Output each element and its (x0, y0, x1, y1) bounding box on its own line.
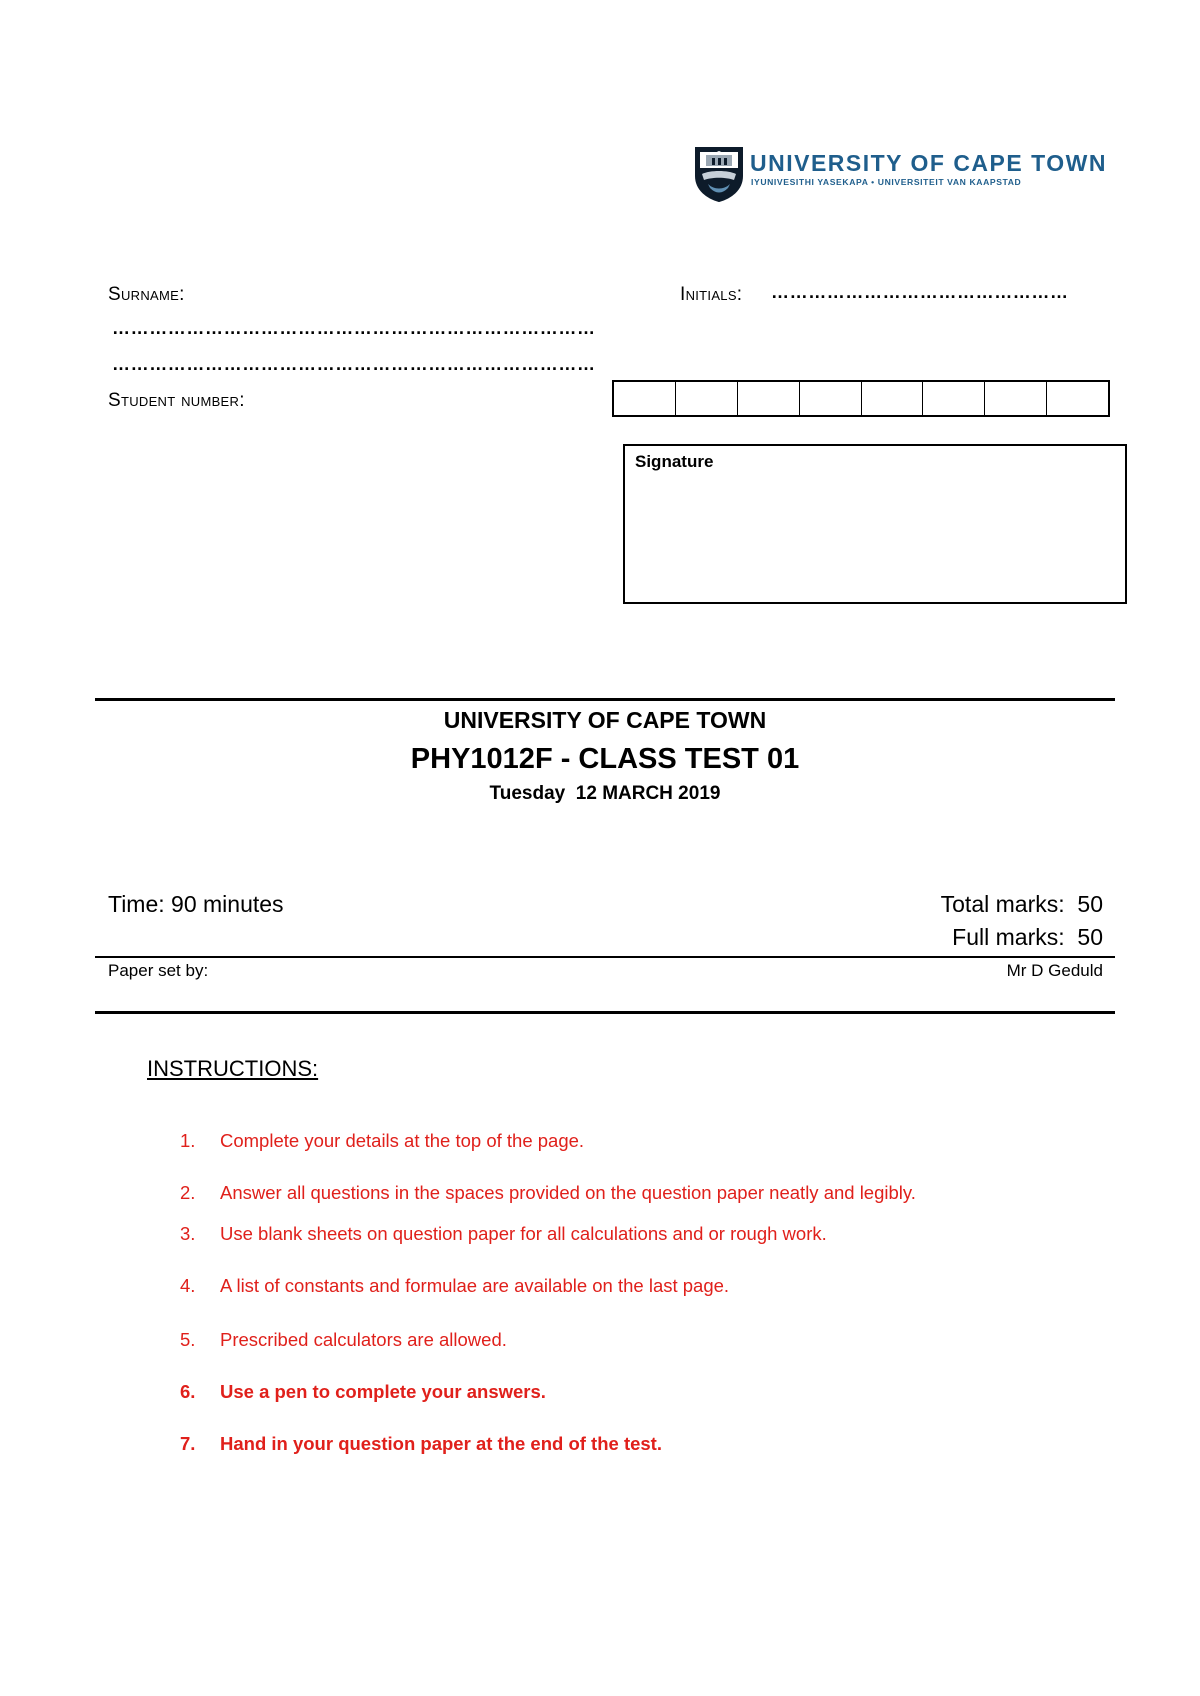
instruction-number: 6. (180, 1381, 196, 1402)
test-date: Tuesday 12 MARCH 2019 (489, 783, 721, 804)
instruction-text: Use a pen to complete your answers. (220, 1381, 546, 1402)
instruction-item (180, 1223, 1080, 1245)
details-rule (95, 956, 1115, 958)
total-marks-value: 50 (1077, 891, 1103, 917)
student-number-cell[interactable] (862, 382, 924, 415)
instruction-number: 5. (180, 1329, 196, 1350)
initials-label: Initials: (680, 284, 743, 305)
instruction-text: Prescribed calculators are allowed. (220, 1329, 507, 1350)
total-marks (941, 891, 1103, 918)
instruction-item (180, 1381, 1080, 1403)
instruction-item (180, 1182, 1080, 1204)
instruction-text: Use blank sheets on question paper for all calculations and or rough work. (220, 1223, 827, 1244)
paper-set-by-name: Mr D Geduld (1006, 961, 1103, 980)
initials-field-line[interactable]: ………………………………………… (771, 282, 1069, 302)
instruction-item (180, 1329, 1080, 1351)
instruction-number: 3. (180, 1223, 196, 1244)
instruction-text: Hand in your question paper at the end of the test. (220, 1433, 662, 1454)
full-marks-label: Full marks: (952, 924, 1065, 950)
instruction-text: A list of constants and formulae are available on the last page. (220, 1275, 730, 1296)
student-number-cell[interactable] (923, 382, 985, 415)
full-marks (952, 924, 1103, 951)
student-number-cell[interactable] (800, 382, 862, 415)
signature-label: Signature (635, 452, 714, 471)
university-logo-title: UNIVERSITY OF CAPE TOWN (750, 150, 1107, 176)
student-number-cell[interactable] (676, 382, 738, 415)
surname-field-line-2[interactable]: …………………………………………………………………… (112, 354, 596, 374)
student-number-boxes (612, 380, 1110, 417)
paper-set-by-label: Paper set by: (108, 961, 209, 980)
surname-label: Surname: (108, 284, 185, 305)
instruction-item (180, 1275, 1080, 1297)
instruction-number: 7. (180, 1433, 196, 1454)
signature-box[interactable] (623, 444, 1127, 604)
instructions-heading: INSTRUCTIONS: (147, 1056, 319, 1081)
student-number-label: Student number: (108, 390, 245, 411)
student-number-cell[interactable] (614, 382, 676, 415)
details-bottom-rule (95, 1011, 1115, 1014)
surname-field-line-1[interactable]: …………………………………………………………………… (112, 318, 596, 338)
full-marks-value: 50 (1077, 924, 1103, 950)
instruction-number: 1. (180, 1130, 196, 1151)
total-marks-label: Total marks: (940, 891, 1065, 917)
instruction-number: 4. (180, 1275, 196, 1296)
instruction-number: 2. (180, 1182, 196, 1203)
student-number-cell[interactable] (1047, 382, 1108, 415)
instruction-item (180, 1433, 1080, 1455)
instruction-item (180, 1130, 1080, 1152)
university-logo-subtitle: IYUNIVESITHI YASEKAPA • UNIVERSITEIT VAN KAAPSTAD (751, 177, 1022, 187)
time-allowed: Time: 90 minutes (108, 891, 284, 917)
instruction-text: Complete your details at the top of the page. (220, 1130, 585, 1151)
university-crest-logo (694, 146, 744, 202)
title-top-rule (95, 698, 1115, 701)
course-title: PHY1012F - CLASS TEST 01 (410, 743, 800, 775)
instruction-text: Answer all questions in the spaces provided on the question paper neatly and legibly. (220, 1182, 916, 1203)
student-number-cell[interactable] (985, 382, 1047, 415)
institution-heading: UNIVERSITY OF CAPE TOWN (443, 707, 767, 733)
student-number-cell[interactable] (738, 382, 800, 415)
